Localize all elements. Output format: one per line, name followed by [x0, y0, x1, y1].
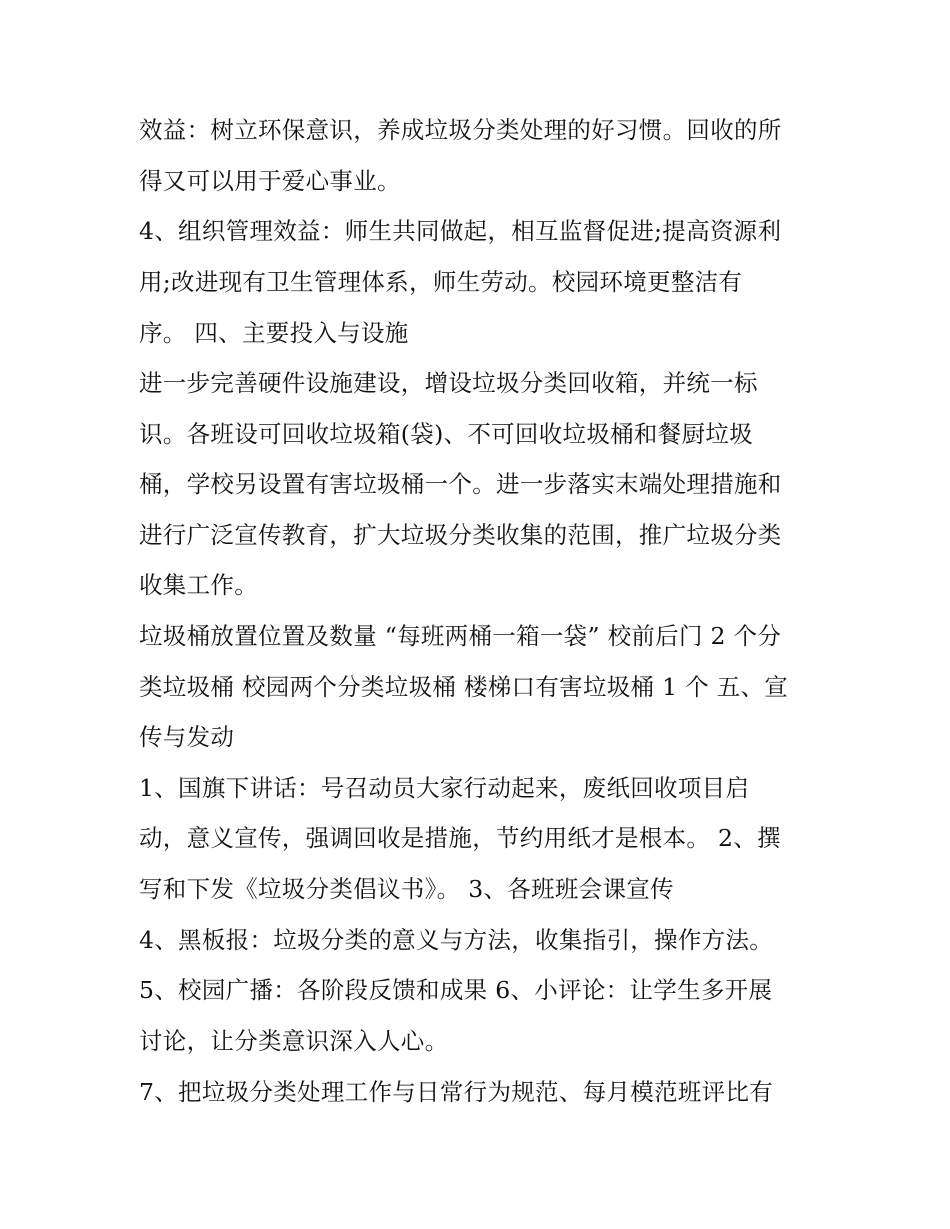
text-line: 垃圾桶放置位置及数量 “每班两桶一箱一袋” 校前后门 2 个分: [139, 622, 782, 650]
text-line: 序。 四、主要投入与设施: [139, 319, 409, 347]
text-line: 识。各班设可回收垃圾箱(袋)、不可回收垃圾桶和餐厨垃圾: [139, 420, 753, 448]
text-line: 传与发动: [139, 723, 235, 751]
text-line: 进行广泛宣传教育，扩大垃圾分类收集的范围，推广垃圾分类: [139, 521, 782, 549]
text-line: 写和下发《垃圾分类倡议书》。 3、各班班会课宣传: [139, 875, 674, 903]
text-line: 1、国旗下讲话：号召动员大家行动起来，废纸回收项目启: [139, 774, 750, 802]
text-line: 动，意义宣传，强调回收是措施，节约用纸才是根本。 2、撰: [139, 824, 781, 852]
text-line: 进一步完善硬件设施建设，增设垃圾分类回收箱，并统一标: [139, 369, 758, 397]
text-line: 讨论，让分类意识深入人心。: [139, 1027, 449, 1055]
text-line: 用;改进现有卫生管理体系，师生劳动。校园环境更整洁有: [139, 268, 743, 296]
text-line: 4、黑板报：垃圾分类的意义与方法，收集指引，操作方法。: [139, 926, 774, 954]
text-line: 收集工作。: [139, 571, 258, 599]
text-line: 效益：树立环保意识，养成垃圾分类处理的好习惯。回收的所: [139, 116, 782, 144]
text-line: 得又可以用于爱心事业。: [139, 167, 401, 195]
text-line: 桶，学校另设置有害垃圾桶一个。进一步落实末端处理措施和: [139, 470, 782, 498]
text-line: 5、校园广播：各阶段反馈和成果 6、小评论：让学生多开展: [139, 976, 773, 1004]
text-line: 类垃圾桶 校园两个分类垃圾桶 楼梯口有害垃圾桶 1 个 五、宣: [139, 673, 789, 701]
text-line: 4、组织管理效益：师生共同做起，相互监督促进;提高资源利: [139, 217, 782, 245]
text-line: 7、把垃圾分类处理工作与日常行为规范、每月模范班评比有: [139, 1078, 774, 1106]
